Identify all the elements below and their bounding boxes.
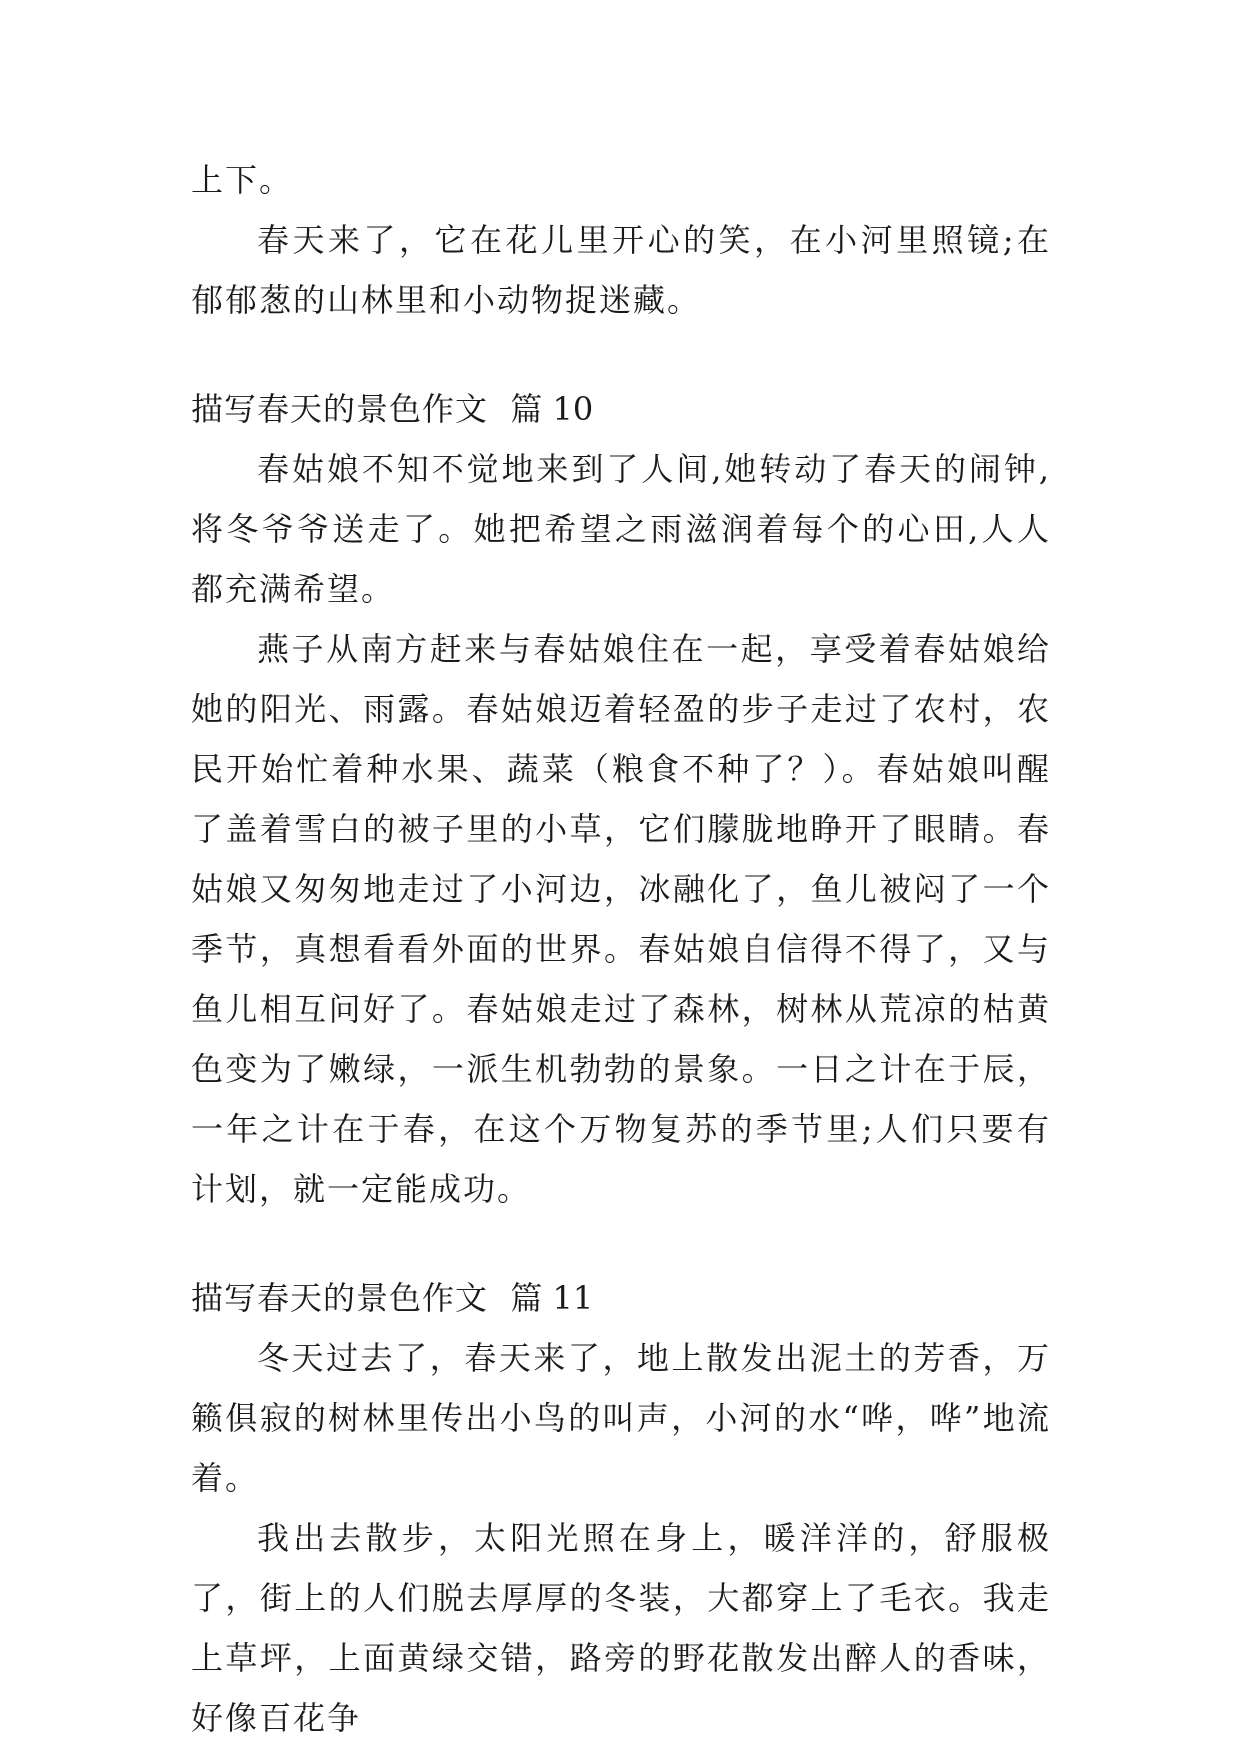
heading-number: 篇 11 bbox=[510, 1279, 594, 1317]
heading-number: 篇 10 bbox=[510, 390, 594, 428]
heading-title: 描写春天的景色作文 bbox=[191, 1279, 489, 1317]
paragraph: 春姑娘不知不觉地来到了人间,她转动了春天的闹钟,将冬爷爷送走了。她把希望之雨滋润着每个的心田,人人都充满希望。 bbox=[191, 450, 1051, 608]
section-heading-10 bbox=[191, 379, 1051, 439]
paragraph: 春天来了，它在花儿里开心的笑，在小河里照镜;在郁郁葱的山林里和小动物捉迷藏。 bbox=[191, 221, 1051, 319]
paragraph: 燕子从南方赶来与春姑娘住在一起，享受着春姑娘给她的阳光、雨露。春姑娘迈着轻盈的步子走过了农村，农民开始忙着种水果、蔬菜（粮食不种了？）。春姑娘叫醒了盖着雪白的被子里的小草，它们朦胧地睁开了眼睛。春姑娘又匆匆地走过了小河边，冰融化了，鱼儿被闷了一个季节，真想看看外面的世界。春姑娘自信得不得了，又与鱼儿相互问好了。春姑娘走过了森林，树林从荒凉的枯黄色变为了嫩绿，一派生机勃勃的景象。一日之计在于辰，一年之计在于春，在这个万物复苏的季节里;人们只要有计划，就一定能成功。 bbox=[191, 630, 1051, 1208]
paragraph-continuation: 上下。 bbox=[191, 161, 294, 199]
section-heading-11 bbox=[191, 1268, 1051, 1328]
paragraph: 我出去散步，太阳光照在身上，暖洋洋的，舒服极了，街上的人们脱去厚厚的冬装，大都穿上了毛衣。我走上草坪，上面黄绿交错，路旁的野花散发出醉人的香味，好像百花争 bbox=[191, 1519, 1051, 1737]
paragraph: 冬天过去了，春天来了，地上散发出泥土的芳香，万籁俱寂的树林里传出小鸟的叫声，小河的水“哗，哗”地流着。 bbox=[191, 1339, 1051, 1497]
heading-title: 描写春天的景色作文 bbox=[191, 390, 489, 428]
document-body bbox=[191, 150, 1051, 1748]
